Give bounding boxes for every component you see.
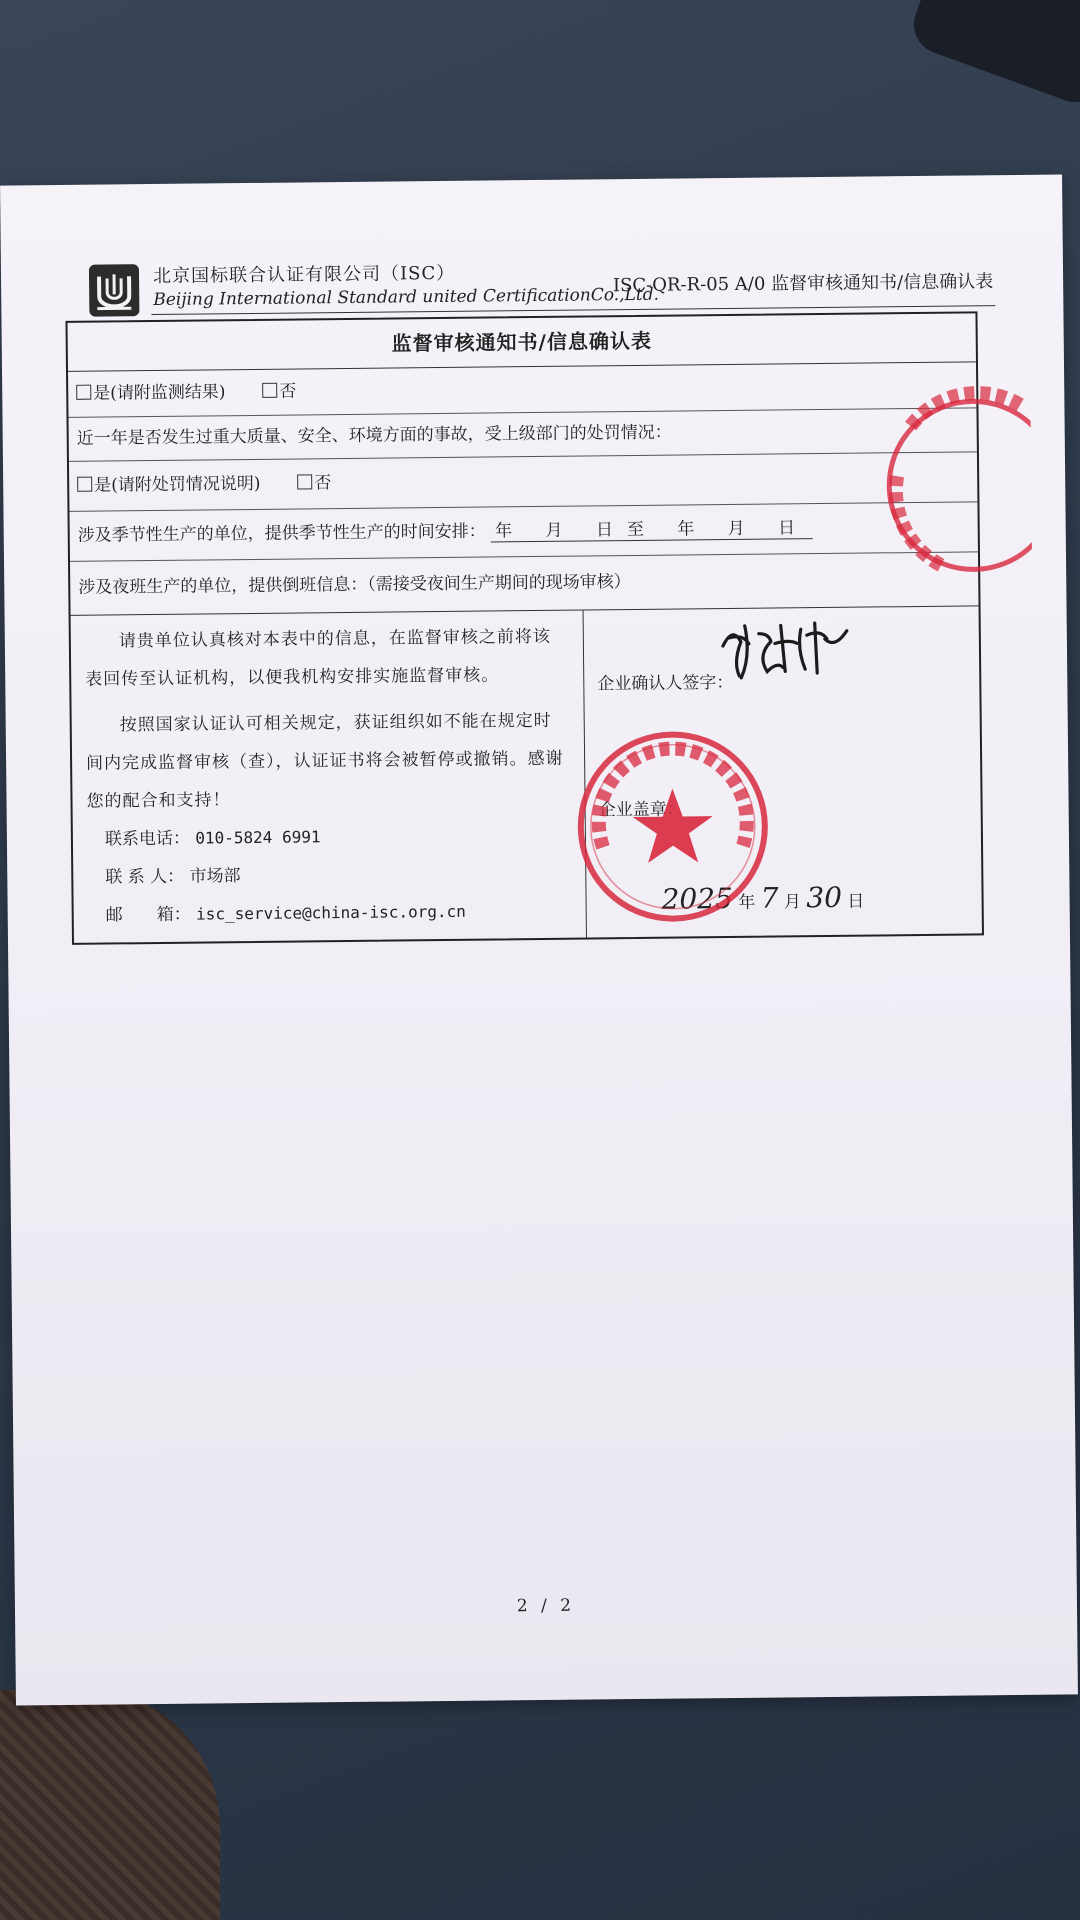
phone-label: 联系电话： <box>104 828 191 850</box>
date-year: 2025 <box>661 881 734 916</box>
date-day: 30 <box>806 880 843 915</box>
email-label: 邮 箱： <box>105 904 191 926</box>
date-month: 7 <box>760 881 779 915</box>
form-title: 监督审核通知书/信息确认表 <box>68 313 976 372</box>
checkbox-yes-penalty[interactable] <box>77 477 92 492</box>
seasonal-schedule-field[interactable]: 年 月 日至 年 月 日 <box>491 518 813 542</box>
signer-label: 企业确认人签字： <box>597 672 734 695</box>
no-penalty-label: 否 <box>314 473 332 494</box>
night-shift-label: 涉及夜班生产的单位，提供倒班信息：（需接受夜间生产期间的现场审核） <box>78 572 631 598</box>
company-name-cn: 北京国标联合认证有限公司（ISC） <box>152 262 456 288</box>
year-char: 年 <box>738 892 756 913</box>
isc-logo-icon <box>89 264 140 317</box>
checkbox-no-penalty[interactable] <box>297 474 312 489</box>
yes-monitoring-label: 是(请附监测结果) <box>93 382 226 404</box>
yes-penalty-label: 是(请附处罚情况说明) <box>94 473 261 496</box>
document-page <box>0 174 1078 1705</box>
company-seal-stamp <box>572 726 774 928</box>
handwritten-signature <box>715 615 866 687</box>
company-name-en: Beijing International Standard united CertificationCo.,Ltd. <box>153 284 660 311</box>
fabric-corner <box>0 1690 220 1920</box>
document-code: ISC-QR-R-05 A/0 监督审核通知书/信息确认表 <box>612 271 994 297</box>
contact-person <box>73 854 585 897</box>
day-char: 日 <box>847 891 865 912</box>
contact-email <box>74 892 586 935</box>
checkbox-no-monitoring[interactable] <box>262 383 277 398</box>
email-value[interactable]: isc_service@china-isc.org.cn <box>196 901 466 924</box>
edge-seal-stamp <box>880 385 1032 597</box>
contact-phone <box>73 816 585 859</box>
no-monitoring-label: 否 <box>279 381 297 402</box>
phone-value: 010-5824 6991 <box>195 827 321 848</box>
seasonal-label: 涉及季节性生产的单位，提供季节性生产的时间安排： <box>77 521 486 546</box>
contact-value: 市场部 <box>189 866 241 887</box>
notice-cell <box>71 610 587 943</box>
notice-paragraph-2: 按照国家认证认可相关规定，获证组织如不能在规定时间内完成监督审核（查），认证证书将会被暂停或撤销。感谢您的配合和支持！ <box>86 710 564 812</box>
notice-paragraph-1: 请贵单位认真核对本表中的信息，在监督审核之前将该表回传至认证机构，以便我机构安排实施监督审核。 <box>85 626 551 690</box>
page-number: 2 / 2 <box>516 1595 576 1617</box>
month-char: 月 <box>783 892 802 913</box>
background-corner <box>906 0 1080 111</box>
accident-question: 近一年是否发生过重大质量、安全、环境方面的事故，受上级部门的处罚情况： <box>76 422 672 449</box>
checkbox-yes-monitoring[interactable] <box>76 385 91 400</box>
seal-label: 企业盖章： <box>598 799 684 821</box>
contact-label: 联 系 人： <box>105 866 185 888</box>
